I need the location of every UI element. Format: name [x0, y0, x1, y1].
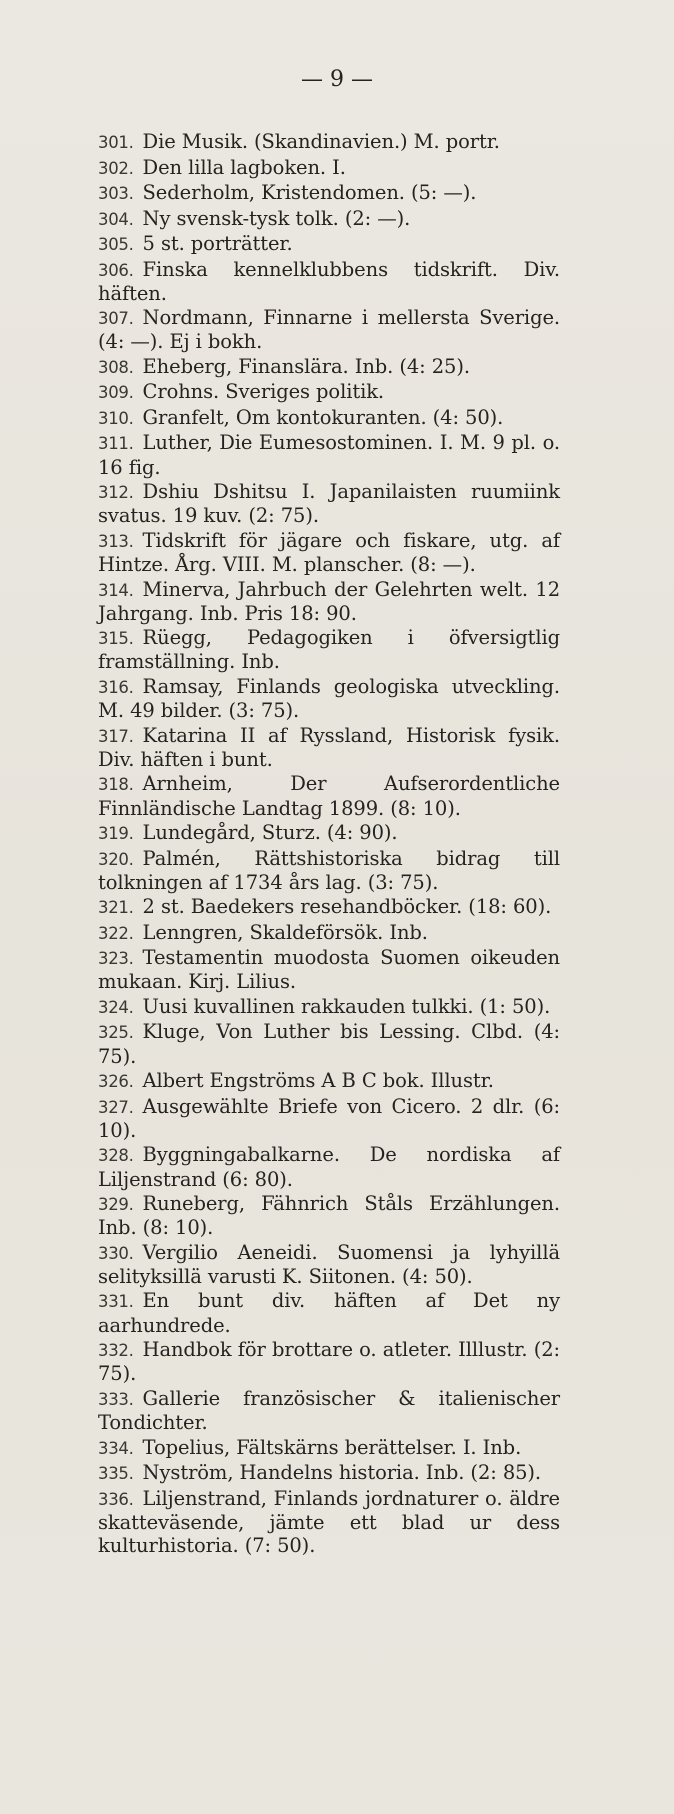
- entry-text: Katarina II af Ryssland, Historisk fysik. Div. häften i bunt.: [98, 723, 560, 771]
- entry-text: 5 st. porträtter.: [142, 232, 293, 255]
- entry-number: 309.: [98, 383, 134, 403]
- entry-text: Lenngren, Skaldeförsök. Inb.: [142, 920, 428, 944]
- entry-number: 303.: [98, 184, 134, 203]
- catalog-entry: [98, 847, 560, 894]
- entry-text: Dshiu Dshitsu I. Japanilaisten ruumiink svatus. 19 kuv. (2: 75).: [98, 480, 560, 528]
- entry-number: 326.: [98, 1072, 134, 1092]
- entry-number: 310.: [98, 408, 134, 428]
- catalog-entry: [98, 1387, 560, 1434]
- catalog-entry: [98, 380, 560, 404]
- entry-text: Granfelt, Om kontokuranten. (4: 50).: [142, 405, 504, 429]
- catalog-entry: [98, 921, 560, 945]
- entry-number: 335.: [98, 1464, 134, 1484]
- entry-text: Tidskrift för jägare och fiskare, utg. af Hintze. Årg. VIII. M. planscher. (8: —).: [98, 528, 560, 577]
- entry-number: 320.: [98, 849, 134, 869]
- catalog-entry: [98, 1020, 560, 1067]
- entry-number: 331.: [98, 1292, 134, 1312]
- entry-number: 329.: [98, 1195, 134, 1215]
- entry-number: 319.: [98, 824, 134, 844]
- entry-number: 336.: [98, 1489, 134, 1509]
- catalog-entry: [98, 578, 560, 625]
- entry-number: 322.: [98, 923, 134, 943]
- entry-text: Topelius, Fältskärns berättelser. I. Inb.: [142, 1435, 522, 1459]
- catalog-entry: [98, 355, 560, 379]
- catalog-entry: [98, 1436, 560, 1460]
- entry-number: 306.: [98, 260, 134, 280]
- entry-text: En bunt div. häften af Det ny aarhundrede.: [98, 1289, 560, 1337]
- entry-number: 307.: [98, 309, 134, 329]
- entry-number: 318.: [98, 775, 134, 795]
- catalog-entry: [98, 1192, 560, 1239]
- entry-text: Luther, Die Eumesostominen. I. M. 9 pl. o. 16 fig.: [98, 431, 560, 479]
- entry-number: 327.: [98, 1097, 134, 1117]
- entry-text: Lundegård, Sturz. (4: 90).: [142, 821, 398, 845]
- entry-number: 312.: [98, 483, 134, 503]
- entry-text: Byggningabalkarne. De nordiska af Liljenstrand (6: 80).: [98, 1143, 560, 1191]
- entry-text: Ny svensk-tysk tolk. (2: —).: [142, 206, 411, 230]
- entry-text: Minerva, Jahrbuch der Gelehrten welt. 12 Jahrgang. Inb. Pris 18: 90.: [98, 577, 560, 625]
- entry-number: 316.: [98, 677, 134, 697]
- catalog-entry: [98, 1241, 560, 1288]
- entry-number: 321.: [98, 898, 134, 918]
- catalog-entry: [98, 1487, 560, 1558]
- entry-text: Runeberg, Fähnrich Ståls Erzählungen. Inb. (8: 10).: [98, 1192, 560, 1240]
- page-number: — 9 —: [301, 67, 373, 92]
- entry-text: Crohns. Sveriges politik.: [142, 380, 385, 404]
- entry-number: 323.: [98, 949, 134, 969]
- catalog-entry: [98, 1289, 560, 1336]
- entry-number: 328.: [98, 1146, 134, 1166]
- catalog-entry: [98, 626, 560, 673]
- entry-number: 332.: [98, 1341, 134, 1361]
- entry-text: Ramsay, Finlands geologiska utveckling. M. 49 bilder. (3: 75).: [98, 674, 560, 723]
- entry-text: Ausgewählte Briefe von Cicero. 2 dlr. (6: 10).: [98, 1094, 560, 1142]
- entry-text: Liljenstrand, Finlands jordnaturer o. äldre skatteväsende, jämte ett blad ur dess kulturhistoria. (7: 50).: [98, 1486, 560, 1557]
- entry-number: 325.: [98, 1023, 134, 1043]
- catalog-entry: [98, 1143, 560, 1190]
- entry-number: 302.: [98, 158, 134, 178]
- entry-number: 308.: [98, 357, 134, 377]
- entry-number: 330.: [98, 1243, 134, 1263]
- entry-text: 2 st. Baedekers resehandböcker. (18: 60).: [142, 895, 552, 919]
- entry-text: Kluge, Von Luther bis Lessing. Clbd. (4: 75).: [98, 1020, 560, 1068]
- entry-number: 334.: [98, 1438, 134, 1458]
- catalog-entry: [98, 529, 560, 576]
- entry-text: Den lilla lagboken. I.: [142, 155, 346, 179]
- catalog-entry: [98, 1069, 560, 1093]
- entry-text: Palmén, Rättshistoriska bidrag till tolkningen af 1734 års lag. (3: 75).: [98, 846, 560, 894]
- entry-text: Finska kennelklubbens tidskrift. Div. häften.: [98, 257, 560, 305]
- entry-number: 333.: [98, 1389, 134, 1409]
- catalog-entry: [98, 1461, 560, 1485]
- entry-number: 314.: [98, 580, 134, 600]
- entry-text: Uusi kuvallinen rakkauden tulkki. (1: 50).: [142, 994, 551, 1018]
- entry-number: 311.: [98, 434, 134, 454]
- entry-text: Sederholm, Kristendomen. (5: —).: [142, 181, 477, 204]
- entry-number: 313.: [98, 531, 134, 551]
- entry-text: Gallerie französischer & italienischer Tondichter.: [98, 1386, 560, 1435]
- catalog-entry: [98, 675, 560, 722]
- entry-number: 304.: [98, 209, 134, 229]
- entry-text: Albert Engströms A B C bok. Illustr.: [142, 1069, 494, 1093]
- catalog-entry: [98, 995, 560, 1019]
- entry-text: Die Musik. (Skandinavien.) M. portr.: [142, 130, 500, 153]
- catalog-entry: [98, 130, 560, 154]
- catalog-entry: [98, 156, 560, 180]
- catalog-entry: [98, 724, 560, 771]
- entry-text: Arnheim, Der Aufserordentliche Finnländische Landtag 1899. (8: 10).: [98, 772, 560, 820]
- entry-text: Eheberg, Finanslära. Inb. (4: 25).: [142, 354, 470, 378]
- entry-number: 301.: [98, 133, 134, 152]
- catalog-entry: [98, 1338, 560, 1385]
- entry-number: 324.: [98, 997, 134, 1017]
- catalog-entry: [98, 431, 560, 478]
- catalog-entry: [98, 258, 560, 305]
- entry-text: Testamentin muodosta Suomen oikeuden mukaan. Kirj. Lilius.: [98, 946, 560, 994]
- catalog-entry: [98, 181, 560, 205]
- catalog-entry: [98, 480, 560, 527]
- catalog-entry: [98, 946, 560, 993]
- catalog-entry: [98, 772, 560, 819]
- catalog-entry-list: [98, 130, 560, 1558]
- catalog-entry: [98, 895, 560, 919]
- catalog-entry: [98, 1095, 560, 1142]
- entry-number: 305.: [98, 235, 134, 254]
- catalog-entry: [98, 207, 560, 231]
- catalog-entry: [98, 306, 560, 353]
- catalog-entry: [98, 232, 560, 256]
- entry-text: Nordmann, Finnarne i mellersta Sverige. (4: —). Ej i bokh.: [98, 306, 560, 354]
- entry-number: 317.: [98, 726, 134, 746]
- entry-text: Rüegg, Pedagogiken i öfversigtlig framställning. Inb.: [98, 626, 560, 674]
- entry-text: Vergilio Aeneidi. Suomensi ja lyhyillä selityksillä varusti K. Siitonen. (4: 50).: [98, 1240, 560, 1288]
- entry-number: 315.: [98, 629, 134, 649]
- catalog-entry: [98, 406, 560, 430]
- entry-text: Nyström, Handelns historia. Inb. (2: 85).: [142, 1461, 542, 1485]
- entry-text: Handbok för brottare o. atleter. Illlustr. (2: 75).: [98, 1338, 560, 1386]
- catalog-entry: [98, 821, 560, 845]
